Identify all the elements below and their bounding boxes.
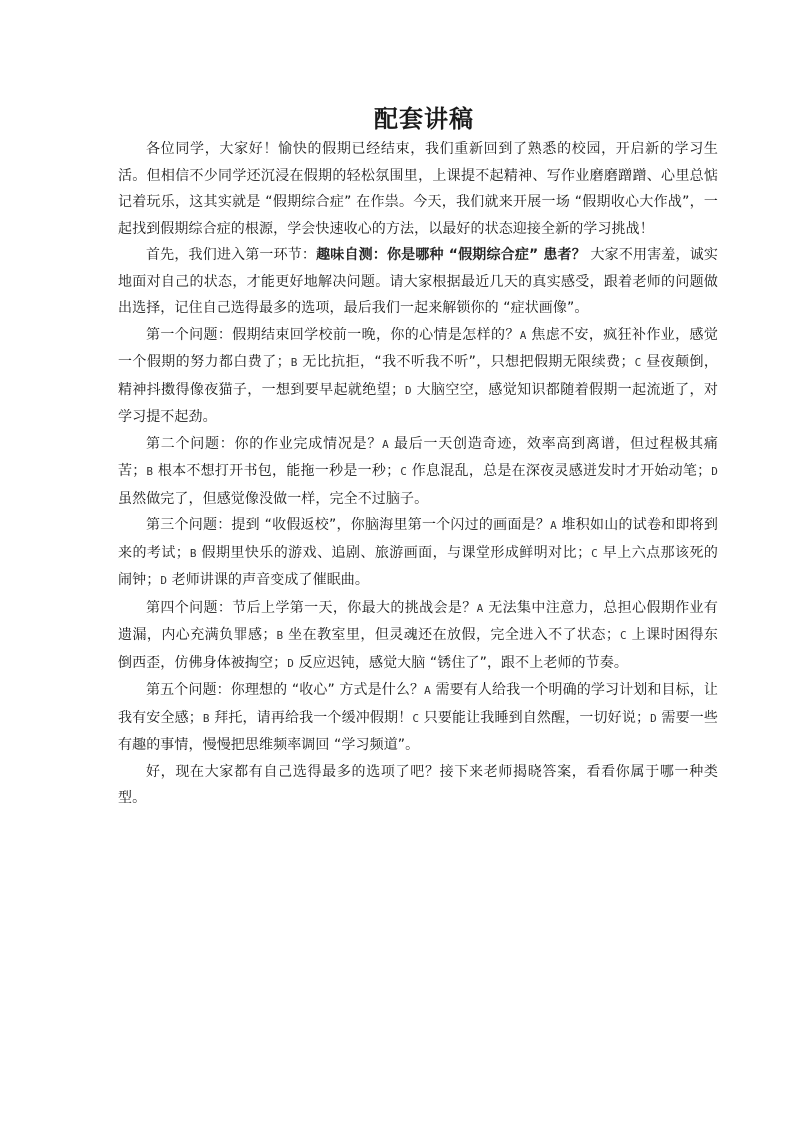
- option-letter: C: [412, 711, 420, 725]
- question-text: 第四个问题：节后上学第一天，你最大的挑战会是？: [146, 599, 477, 616]
- option-letter: D: [160, 574, 168, 587]
- option-text: 无比抗拒，“我不听我不听”，只想把假期无限续费；: [297, 354, 635, 370]
- paragraph-question-5: [118, 677, 718, 759]
- option-text: 反应迟钝，感觉大脑 “锈住了”，跟不上老师的节奏。: [293, 654, 628, 671]
- option-letter: C: [591, 546, 598, 560]
- option-letter: D: [650, 711, 657, 725]
- option-text: 作息混乱，总是在深夜灵感迸发时才开始动笔；: [407, 463, 712, 479]
- section-rest: 大家不用害羞，诚实地面对自己的状态，才能更好地解决问题。请大家根据最近几天的真实感受，跟着老师的问题做出选择，记住自己选得最多的选项，最后我们一起来解锁你的 “症状画像”。: [118, 247, 719, 316]
- option-text: 焦虑不安，疯狂补作业，感觉一个假期的努力都白费了；: [118, 326, 718, 370]
- option-text: 堆积如山的试卷和即将到来的考试；: [118, 517, 718, 561]
- section-highlight: 趣味自测：你是哪种 “假期综合症” 患者？: [316, 247, 586, 263]
- paragraph-question-2: [118, 431, 718, 513]
- paragraph-question-3: [118, 512, 718, 595]
- option-letter: B: [290, 356, 298, 369]
- option-text: 拜托，请再给我一个缓冲假期！: [209, 709, 413, 726]
- option-text: 早上六点那该死的闹钟；: [118, 544, 719, 588]
- option-text: 上课时困得东倒西歪，仿佛身体被掏空；: [118, 627, 718, 671]
- option-letter: B: [189, 546, 197, 560]
- option-text: 假期里快乐的游戏、追剧、旅游画面，与课堂形成鲜明对比；: [196, 544, 592, 561]
- option-letter: A: [519, 328, 527, 342]
- document-title: 配套讲稿: [374, 105, 474, 133]
- document-page: [118, 104, 718, 812]
- question-text: 第二个问题：你的作业完成情况是？: [146, 435, 383, 452]
- option-letter: B: [146, 465, 154, 478]
- question-text: 第五个问题：你理想的 “收心” 方式是什么？: [146, 682, 425, 698]
- paragraph-intro: 各位同学，大家好！愉快的假期已经结束，我们重新回到了熟悉的校园，开启新的学习生活。但相信不少同学还沉浸在假期的轻松氛围里，上课提不起精神、写作业磨磨蹭蹭、心里总惦记着玩乐，这其实就是 “假期综合症” 在作祟。今天，我们就来开展一场 “假期收心大作战”，一起找到假期综合症的根源，学会快速收心的方法，以最好的状态迎接全新的学习挑战！: [118, 141, 718, 237]
- option-text: 老师讲课的声音变成了催眠曲。: [167, 572, 369, 588]
- option-letter: A: [550, 519, 557, 532]
- question-text: 第一个问题：假期结束回学校前一晚，你的心情是怎样的？: [146, 326, 520, 343]
- question-text: 第三个问题：提到 “收假返校”，你脑海里第一个闪过的画面是？: [146, 517, 551, 533]
- paragraph-question-1: [118, 322, 718, 431]
- paragraph-question-4: [118, 595, 718, 678]
- option-text: 坐在教室里，但灵魂还在放假，完全进入不了状态；: [283, 627, 621, 643]
- option-letter: D: [711, 465, 718, 478]
- option-letter: D: [287, 656, 294, 670]
- option-text: 最后一天创造奇迹，效率高到离谱，但过程极其痛苦；: [118, 435, 718, 479]
- option-text: 无法集中注意力，总担心假期作业有遗漏，内心充满负罪感；: [118, 599, 718, 643]
- option-letter: A: [382, 437, 389, 451]
- option-text: 需要有人给我一个明确的学习计划和目标，让我有安全感；: [118, 682, 718, 726]
- section-lead: 首先，我们进入第一环节：: [146, 247, 317, 263]
- paragraph-closing: 好，现在大家都有自己选得最多的选项了吧？接下来老师揭晓答案，看看你属于哪一种类型。: [118, 763, 718, 806]
- option-letter: D: [405, 383, 412, 397]
- option-letter: C: [634, 356, 642, 369]
- option-text: 大脑空空，感觉知识都随着假期一起流逝了，对学习提不起劲。: [118, 381, 718, 425]
- option-letter: A: [424, 684, 431, 697]
- option-letter: C: [620, 629, 627, 642]
- option-text: 根本不想打开书包，能拖一秒是一秒；: [153, 463, 401, 479]
- option-letter: B: [276, 629, 284, 642]
- option-text: 昼夜颠倒，精神抖擞得像夜猫子，一想到要早起就绝望；: [118, 354, 718, 398]
- option-text: 虽然做完了，但感觉像没做一样，完全不过脑子。: [118, 490, 429, 507]
- paragraph-section-1: [118, 242, 718, 322]
- option-letter: C: [400, 465, 408, 478]
- option-letter: B: [202, 711, 210, 725]
- option-text: 只要能让我睡到自然醒，一切好说；: [419, 709, 651, 726]
- option-text: 需要一些有趣的事情，慢慢把思维频率调回 “学习频道”。: [118, 709, 718, 753]
- option-letter: A: [476, 601, 484, 615]
